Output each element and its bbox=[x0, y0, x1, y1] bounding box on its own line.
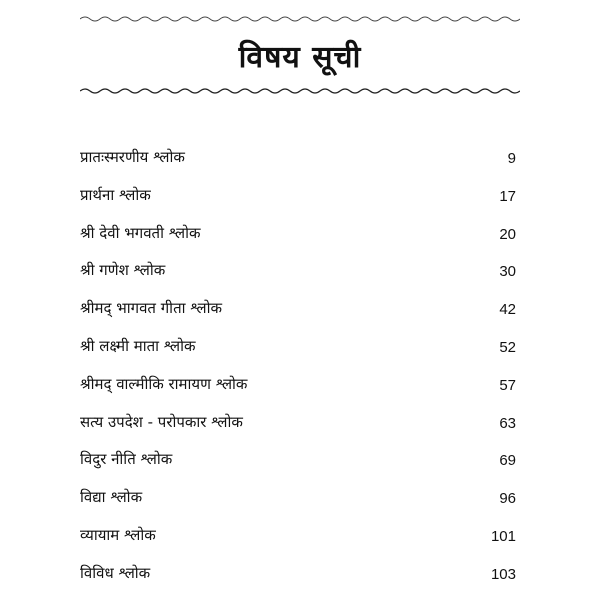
toc-entry-title: प्रातःस्मरणीय श्लोक bbox=[80, 148, 185, 166]
toc-entry-title: श्रीमद् भागवत गीता श्लोक bbox=[80, 299, 223, 318]
toc-entry bbox=[0, 181, 600, 219]
title-wavy-rule bbox=[80, 86, 520, 96]
toc-entry-page: 96 bbox=[499, 490, 516, 508]
toc-entry bbox=[0, 408, 600, 446]
toc-entry bbox=[0, 294, 600, 332]
toc-entry-page: 9 bbox=[507, 150, 516, 167]
toc-entry-title: विदुर नीति श्लोक bbox=[80, 450, 173, 469]
page-title: विषय सूची bbox=[238, 40, 362, 75]
toc-entry-page: 103 bbox=[490, 565, 516, 583]
toc-entry-page: 101 bbox=[490, 527, 516, 545]
toc-entry-page: 57 bbox=[499, 376, 516, 394]
toc-entry bbox=[0, 256, 600, 294]
top-wavy-rule bbox=[80, 14, 520, 24]
toc-entry-title: श्री देवी भगवती श्लोक bbox=[80, 223, 201, 242]
toc-entry-title: व्यायाम श्लोक bbox=[80, 525, 156, 544]
toc-entry bbox=[0, 370, 600, 408]
toc-entry bbox=[0, 483, 600, 521]
toc-entry-title: सत्य उपदेश - परोपकार श्लोक bbox=[80, 412, 243, 431]
toc-entry-page: 42 bbox=[499, 301, 516, 319]
toc-entry-page: 63 bbox=[499, 414, 516, 432]
toc-entry bbox=[0, 521, 600, 559]
toc-entry bbox=[0, 445, 600, 483]
toc-entry-page: 30 bbox=[499, 263, 516, 281]
toc-entry-title: प्रार्थना श्लोक bbox=[80, 185, 151, 204]
toc-entry-title: विद्या श्लोक bbox=[80, 488, 143, 507]
toc-entry-page: 17 bbox=[499, 187, 516, 205]
toc-entry-title: श्रीमद् वाल्मीकि रामायण श्लोक bbox=[80, 374, 248, 393]
toc-entry bbox=[0, 219, 600, 257]
table-of-contents bbox=[0, 143, 600, 597]
toc-entry bbox=[0, 559, 600, 597]
toc-entry bbox=[0, 143, 600, 181]
toc-entry-title: श्री गणेश श्लोक bbox=[80, 261, 166, 280]
toc-entry-title: श्री लक्ष्मी माता श्लोक bbox=[80, 336, 196, 355]
toc-entry-page: 69 bbox=[499, 452, 516, 470]
toc-entry-page: 52 bbox=[499, 338, 516, 356]
toc-entry-title: विविध श्लोक bbox=[80, 563, 151, 582]
toc-entry bbox=[0, 332, 600, 370]
toc-entry-page: 20 bbox=[499, 225, 516, 243]
